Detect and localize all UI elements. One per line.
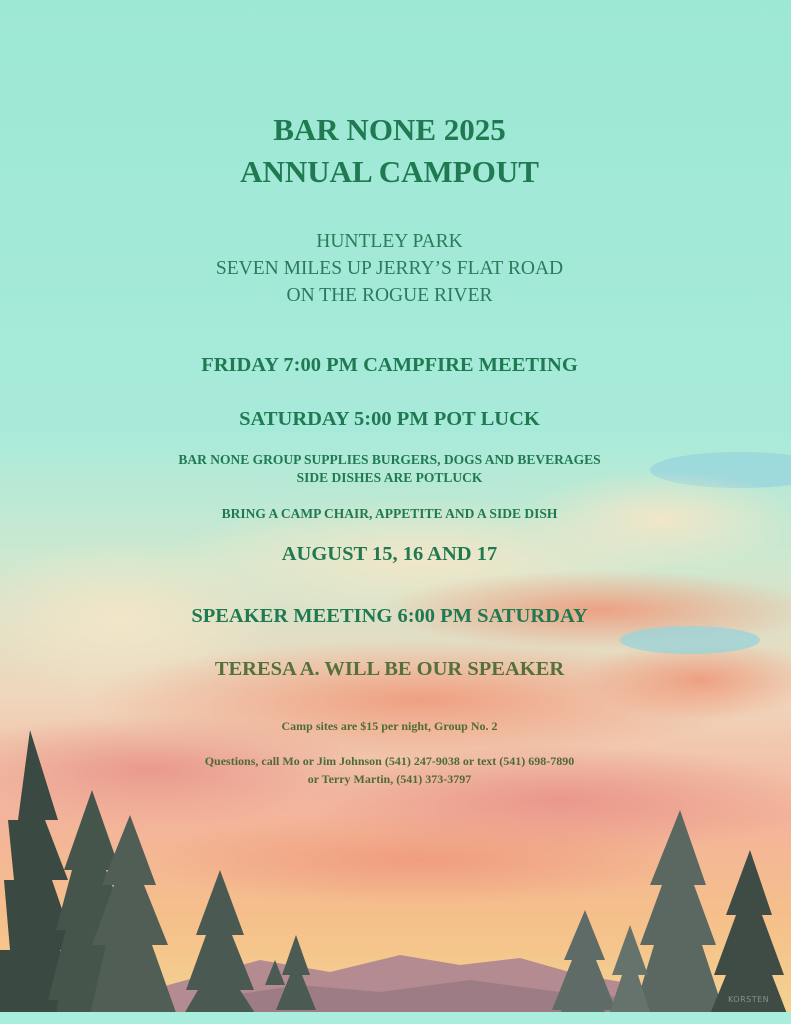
supplies-line-1: BAR NONE GROUP SUPPLIES BURGERS, DOGS AND BEVERAGES [178, 452, 601, 467]
questions-line-2: or Terry Martin, (541) 373-3797 [307, 772, 472, 786]
event-dates: AUGUST 15, 16 AND 17 [281, 543, 498, 565]
bring-items: BRING A CAMP CHAIR, APPETITE AND A SIDE DISH [221, 506, 558, 521]
saturday-event: SATURDAY 5:00 PM POT LUCK [239, 408, 540, 430]
title-line-2: ANNUAL CAMPOUT [240, 154, 539, 189]
location-line-1: HUNTLEY PARK [316, 231, 463, 252]
artist-signature: KORSTEN [728, 995, 770, 1004]
supplies-line-2: SIDE DISHES ARE POTLUCK [296, 470, 483, 485]
location-line-2: SEVEN MILES UP JERRY’S FLAT ROAD [215, 258, 564, 279]
camp-sites-price: Camp sites are $15 per night, Group No. 2 [281, 719, 498, 733]
questions-line-1: Questions, call Mo or Jim Johnson (541) 247-9038 or text (541) 698-7890 [204, 754, 575, 768]
location-line-3: ON THE ROGUE RIVER [286, 285, 493, 306]
speaker-announcement: TERESA A. WILL BE OUR SPEAKER [214, 658, 565, 680]
speaker-meeting: SPEAKER MEETING 6:00 PM SATURDAY [191, 605, 588, 627]
title-line-1: BAR NONE 2025 [273, 112, 506, 147]
friday-event: FRIDAY 7:00 PM CAMPFIRE MEETING [201, 354, 578, 376]
